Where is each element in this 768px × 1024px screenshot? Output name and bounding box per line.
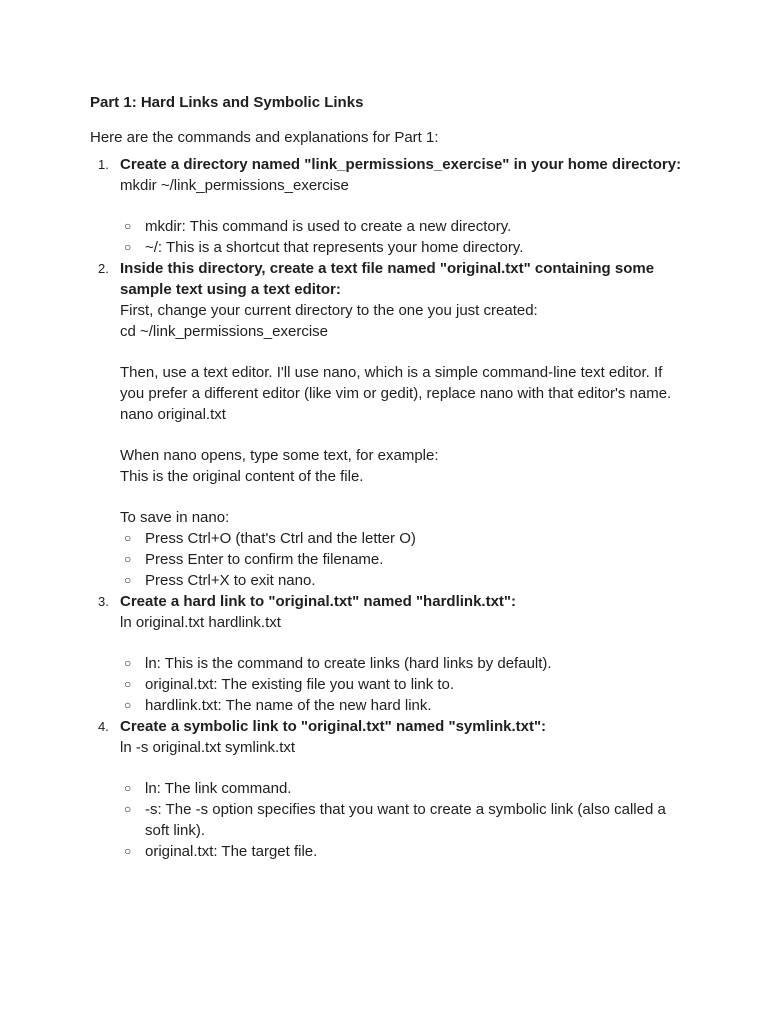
circle-bullet-icon: ○ [124, 240, 132, 254]
list-item: ○ mkdir: This command is used to create a new directory. [124, 218, 512, 235]
step-item [90, 716, 690, 862]
list-item: ○ original.txt: The target file. [124, 843, 318, 860]
command-text: ln original.txt hardlink.txt [120, 614, 281, 631]
list-item: ○ ln: The link command. [124, 780, 292, 797]
list-item: ○ ln: This is the command to create links (hard links by default). [124, 655, 552, 672]
instruction-text: Then, use a text editor. I'll use nano, which is a simple command-line text editor. If you prefer a different editor (like vim or gedit), replace nano with that editor's name. [120, 364, 672, 402]
circle-bullet-icon: ○ [124, 802, 132, 816]
explanation-list [120, 216, 690, 258]
explanation-list [120, 653, 690, 716]
step-title: Inside this directory, create a text file named "original.txt" containing some sample text using a text editor: [120, 260, 655, 298]
circle-bullet-icon: ○ [124, 677, 132, 691]
step-item [90, 591, 690, 716]
step-item [90, 258, 690, 591]
circle-bullet-icon: ○ [124, 656, 132, 670]
circle-bullet-icon: ○ [124, 698, 132, 712]
page-title: Part 1: Hard Links and Symbolic Links [90, 94, 364, 111]
circle-bullet-icon: ○ [124, 573, 132, 587]
steps-list [90, 154, 690, 862]
sample-text: This is the original content of the file. [120, 468, 364, 485]
list-item: ○ hardlink.txt: The name of the new hard link. [124, 697, 432, 714]
explanation-list [120, 528, 690, 591]
command-text: nano original.txt [120, 406, 226, 423]
list-item: ○ Press Ctrl+X to exit nano. [124, 572, 316, 589]
command-text: ln -s original.txt symlink.txt [120, 739, 296, 756]
circle-bullet-icon: ○ [124, 531, 132, 545]
step-title: Create a directory named "link_permissions_exercise" in your home directory: [120, 156, 682, 173]
command-text: mkdir ~/link_permissions_exercise [120, 177, 349, 194]
instruction-text: First, change your current directory to the one you just created: [120, 302, 538, 319]
list-item: ○ ~/: This is a shortcut that represents your home directory. [124, 239, 524, 256]
list-item: ○ original.txt: The existing file you want to link to. [124, 676, 455, 693]
circle-bullet-icon: ○ [124, 844, 132, 858]
command-text: cd ~/link_permissions_exercise [120, 323, 329, 340]
circle-bullet-icon: ○ [124, 781, 132, 795]
circle-bullet-icon: ○ [124, 552, 132, 566]
intro-text: Here are the commands and explanations for Part 1: [90, 129, 439, 146]
list-item: ○ -s: The -s option specifies that you want to create a symbolic link (also called a soft link). [124, 801, 666, 839]
explanation-list [120, 778, 690, 862]
instruction-text: When nano opens, type some text, for example: [120, 447, 439, 464]
step-title: Create a symbolic link to "original.txt" named "symlink.txt": [120, 718, 547, 735]
circle-bullet-icon: ○ [124, 219, 132, 233]
step-number: 4. [98, 719, 109, 734]
document-page [90, 92, 690, 862]
instruction-text: To save in nano: [120, 509, 230, 526]
step-number: 3. [98, 594, 109, 609]
step-number: 2. [98, 261, 109, 276]
list-item: ○ Press Enter to confirm the filename. [124, 551, 384, 568]
step-number: 1. [98, 157, 109, 172]
step-item [90, 154, 690, 258]
list-item: ○ Press Ctrl+O (that's Ctrl and the letter O) [124, 530, 416, 547]
step-title: Create a hard link to "original.txt" named "hardlink.txt": [120, 593, 517, 610]
